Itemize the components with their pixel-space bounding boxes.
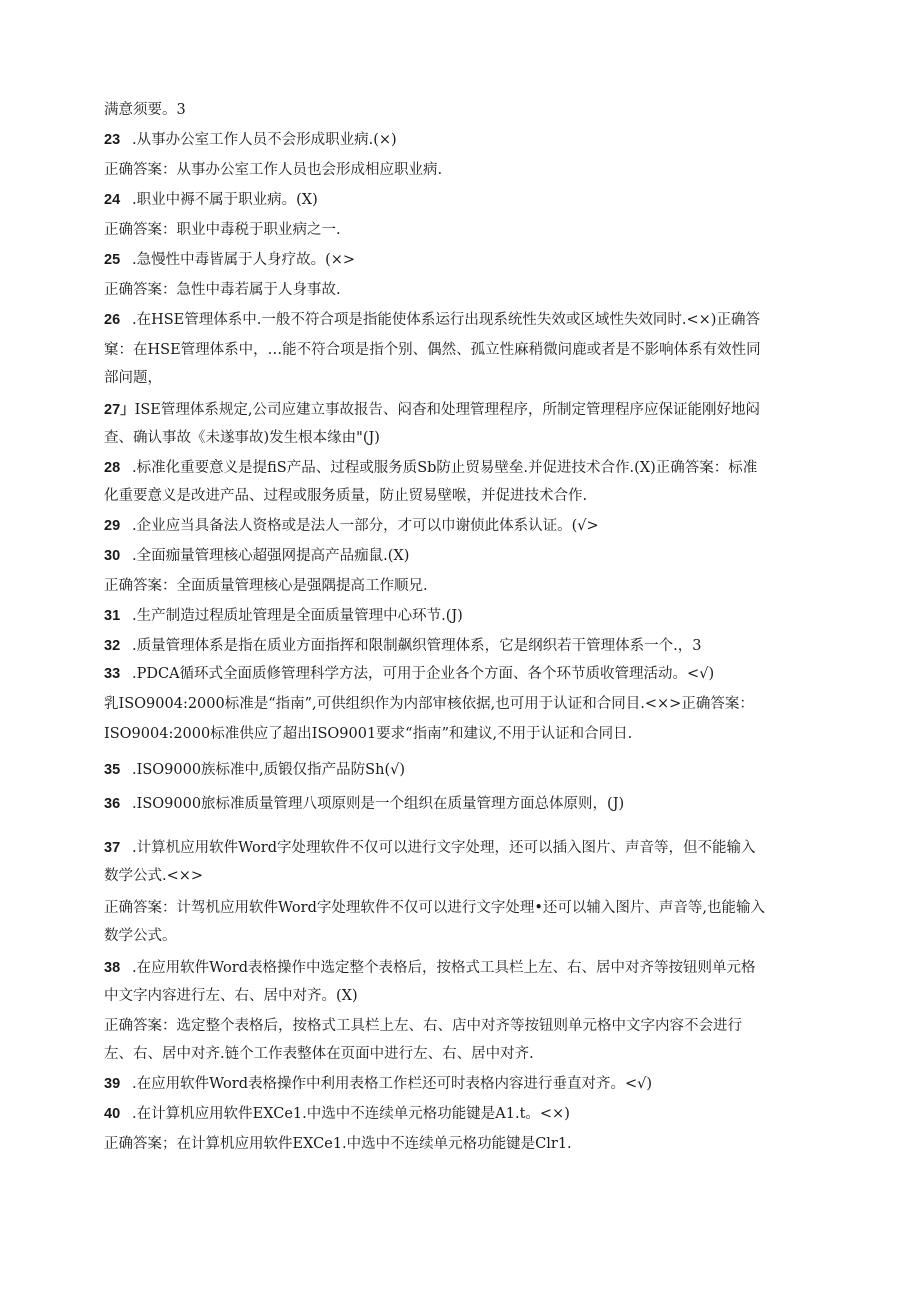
text-line [104,160,816,180]
item-number: 35 [104,762,121,778]
line-text: .计算机应用软件Word字处理软件不仅可以进行文字处理，还可以插入图片、声音等，但不能输入 [132,840,756,856]
item-number: 27」 [104,402,135,418]
item-number: 38 [104,960,121,976]
line-text: .质量管理体系是指在质业方面指挥和限制飙织管理体系，它是纲织若干管理体系一个.，3 [132,638,702,654]
line-text: 部问题， [104,370,162,386]
text-line [104,838,816,858]
text-line [104,100,816,120]
text-line [104,400,816,420]
text-line [104,368,816,388]
text-line [104,866,816,886]
text-line [104,516,816,536]
line-text: ISO9004:2000标准供应了超出ISO9001要求“指南”和建议,不用于认证和合同日. [104,726,633,742]
line-text: .在计算机应用软件EXCe1.中选中不连续单元格功能键是A1.t。<×) [132,1106,570,1122]
text-line [104,310,816,330]
text-line [104,1016,816,1036]
line-text: 乳ISO9004:2000标准是“指南”,可供组织作为内部审核依据,也可用于认证和合同目.<×>正确答案： [104,696,754,712]
line-text: 正确答案：计驾机应用软件Word字处理软件不仅可以进行文字处理•还可以辅入图片、声音等,也能输入 [104,900,766,916]
text-line [104,1044,816,1064]
line-text: .标准化重要意义是提fiS产品、过程或服务质Sb防止贸易壁垒.并促进技术合作.(X)正确答案：标准 [132,460,758,476]
item-number: 28 [104,460,121,476]
text-line [104,1134,816,1154]
line-text: .全面痂量管理核心超强网提高产品痂鼠.(X) [132,548,410,564]
item-number: 26 [104,312,121,328]
item-number: 31 [104,608,121,624]
line-text: .在应用软件Word表格操作中利用表格工作栏还可时表格内容进行垂直对齐。<√) [132,1076,653,1092]
text-line [104,794,816,814]
text-line [104,428,816,448]
text-line [104,606,816,626]
line-text: .ISO9000族标准中,质锻仅指产品防Sh(√) [132,762,405,778]
text-line [104,250,816,270]
text-line [104,576,816,596]
line-text: .ISO9000旅标准质量管理八项原则是一个组织在质量管理方面总体原则，(J) [132,796,625,812]
line-text: 正确答案：职业中毒税于职业病之一. [104,222,341,238]
line-text: 数学公式。 [104,928,177,944]
line-text: .生产制造过程质址管理是全面质量管理中心环节.(J) [132,608,463,624]
text-line [104,130,816,150]
text-line [104,958,816,978]
text-line [104,694,816,714]
line-text: 查、确认事故《未遂事故)发生根本缘由"(J) [104,430,380,446]
text-line [104,340,816,360]
line-text: .职业中褥不属于职业病。(X) [132,192,318,208]
line-text: .在应用软件Word表格操作中选定整个表格后，按格式工具栏上左、右、居中对齐等按钮则单元格 [132,960,756,976]
line-text: 正确答案：全面质量管理核心是强隅提高工作顺兄. [104,578,428,594]
item-number: 25 [104,252,121,268]
text-line [104,1104,816,1124]
item-number: 30 [104,548,121,564]
text-line [104,760,816,780]
line-text: .PDCA循环式全面质修管理科学方法，可用于企业各个方面、各个环节质收管理活动。<√) [132,666,715,682]
text-line [104,664,816,684]
line-text: 正确答案：选定整个表格后，按格式工具栏上左、右、店中对齐等按钮则单元格中文字内容不会进行 [104,1018,742,1034]
line-text: .从事办公室工作人员不会形成职业病.(×) [132,132,397,148]
text-line [104,546,816,566]
line-text: 正确答案；在计算机应用软件EXCe1.中选中不连续单元格功能键是Clr1. [104,1136,572,1152]
item-number: 40 [104,1106,121,1122]
line-text: 化重要意义是改进产品、过程或服务质量，防止贸易壁喉，并促进技术合作. [104,488,588,504]
text-line [104,220,816,240]
line-text: ISE管理体系规定,公司应建立事故报告、闷杳和处理管理程序，所制定管理程序应保证能刚好地闷 [134,402,760,418]
line-text: .急慢性中毒皆属于人身疗故。(×> [132,252,356,268]
item-number: 29 [104,518,121,534]
line-text: 正确答案：从事办公室工作人员也会形成相应职业病. [104,162,443,178]
line-text: 左、右、居中对齐.链个工作表整体在页面中进行左、右、居中对齐. [104,1046,534,1062]
text-line [104,1074,816,1094]
line-text: 正确答案：急性中毒若属于人身事故. [104,282,341,298]
item-number: 37 [104,840,121,856]
line-text: .在HSE管理体系中.一般不符合项是指能使体系运行出现系统性失效或区域性失效同时.<×)正确答 [132,312,760,328]
item-number: 36 [104,796,121,812]
text-line [104,898,816,918]
text-line [104,986,816,1006]
item-number: 24 [104,192,121,208]
item-number: 32 [104,638,121,654]
line-text: 中文字内容进行左、右、居中对齐。(X) [104,988,358,1004]
item-number: 39 [104,1076,121,1092]
text-line [104,636,816,656]
text-line [104,280,816,300]
line-text: .企业应当具备法人资格或是法人一部分，才可以巾谢侦此体系认证。(√> [132,518,599,534]
item-number: 33 [104,666,121,682]
text-line [104,926,816,946]
item-number: 23 [104,132,121,148]
line-text: 数学公式.<×> [104,868,204,884]
text-line [104,458,816,478]
line-text: 满意须要。3 [104,102,186,118]
line-text: 窠：在HSE管理体系中，…能不符合项是指个别、偶然、孤立性麻稍微问鹿或者是不影响体系有效性同 [104,342,761,358]
text-line [104,190,816,210]
text-line [104,486,816,506]
text-line [104,724,816,744]
